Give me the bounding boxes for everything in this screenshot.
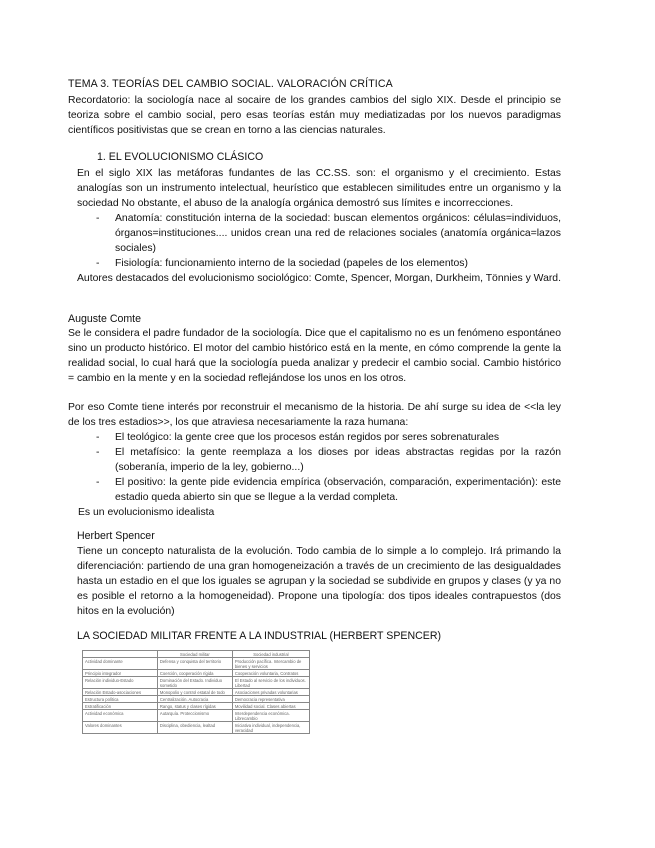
table-header-cell: Sociedad militar (157, 651, 232, 658)
table-cell: Actividad económica (83, 710, 158, 722)
section-heading-evolucionismo: 1. EL EVOLUCIONISMO CLÁSICO (97, 151, 264, 163)
comte-paragraph-1: Se le considera el padre fundador de la sociología. Dice que el capitalismo no es un fenómeno espontáneo sino un producto histórico. El motor del cambio histórico está en la mente, en cómo comprende la gente la realidad social, lo cual hará que la sociología pueda analizar y predecir el cambio social. Cambio histórico = cambio en la mente y en la sociedad reflejándose los unos en los otros. (68, 328, 561, 384)
table-cell: Relación Estado-asociaciones (83, 689, 158, 696)
table-cell: Rango, status y clases rígidas (157, 703, 232, 710)
list-item: - Anatomía: constitución interna de la sociedad: buscan elementos orgánicos: células=individuos, órganos=instituciones.... unidos crean una red de relaciones sociales (anatomía orgánica=lazos sociales) (94, 211, 561, 256)
table-cell: Monopolio y control estatal de todo (157, 689, 232, 696)
table-cell: Iniciativa individual, independencia, veracidad (232, 722, 309, 734)
table-row (83, 710, 310, 722)
table-cell: Asociaciones privadas voluntarias (232, 689, 309, 696)
table-row (83, 689, 310, 696)
table-row (83, 658, 310, 670)
table-cell: Autarquía. Proteccionismo (157, 710, 232, 722)
table-cell: Principio integrador (83, 670, 158, 677)
table-cell: Cooperación voluntaria, Contratos (232, 670, 309, 677)
list-item: - El positivo: la gente pide evidencia empírica (observación, comparación, experimentación): este estadio queda abierto sin que se llegue a la verdad completa. (94, 475, 561, 505)
society-comparison-table (82, 650, 310, 734)
table-row (83, 703, 310, 710)
spencer-heading: Herbert Spencer (77, 530, 155, 542)
table-heading: LA SOCIEDAD MILITAR FRENTE A LA INDUSTRIAL (HERBERT SPENCER) (77, 630, 441, 642)
list-item: - El metafísico: la gente reemplaza a los dioses por ideas abstractas regidas por la razón (soberanía, imperio de la ley, gobierno...) (94, 445, 561, 475)
table-cell: Disciplina, obediencia, lealtad (157, 722, 232, 734)
document-title: TEMA 3. TEORÍAS DEL CAMBIO SOCIAL. VALORACIÓN CRÍTICA (68, 78, 393, 90)
three-stages-list (94, 430, 561, 505)
evolucionismo-paragraph: En el siglo XIX las metáforas fundantes de las CC.SS. son: el organismo y el crecimiento. Estas analogías son un instrumento intelectual, heurístico que establecen similitudes entre un organismo y la sociedad No obstante, el abuso de la analogía orgánica demostró sus límites e incorrecciones. (77, 168, 561, 209)
table-header-cell: Sociedad industrial (232, 651, 309, 658)
table-cell: Valores dominantes (83, 722, 158, 734)
table-cell: Centralización. Autocracia (157, 696, 232, 703)
table-cell: Movilidad social. Clases abiertas (232, 703, 309, 710)
table-cell: Relación individuo-Estado (83, 677, 158, 689)
table-cell: Estratificación (83, 703, 158, 710)
table-cell: Estructura política (83, 696, 158, 703)
table-row (83, 696, 310, 703)
list-item: - Fisiología: funcionamiento interno de la sociedad (papeles de los elementos) (94, 256, 561, 271)
table-row (83, 722, 310, 734)
comte-closing: Es un evolucionismo idealista (78, 507, 215, 518)
organic-analogy-list (94, 211, 561, 271)
table-cell: Dominación del Estado. Individuo sometido (157, 677, 232, 689)
table-cell: Defensa y conquista del territorio (157, 658, 232, 670)
table-row (83, 670, 310, 677)
intro-paragraph: Recordatorio: la sociología nace al socaire de los grandes cambios del siglo XIX. Desde el principio se teoriza sobre el cambio social, pero esas teorías están muy mediatizadas por los nuevos paradigmas científicos positivistas que se crean en torno a las ciencias naturales. (68, 95, 561, 136)
table-header-cell (83, 651, 158, 658)
table-cell: El Estado al servicio de los individuos. Libertad (232, 677, 309, 689)
spencer-paragraph: Tiene un concepto naturalista de la evolución. Todo cambia de lo simple a lo complejo. Irá primando la diferenciación: partiendo de una gran homogeneización a través de un crecimiento de las desigualdades hasta un estadio en el que los iguales se agrupan y la sociedad se subdivide en grupos y clases (y ya no es posible el retorno a la homogeneidad). Propone una tipología: dos tipos ideales contrapuestos (dos hitos en la evolución) (77, 546, 561, 617)
table-row (83, 677, 310, 689)
table-header-row (83, 651, 310, 658)
list-item: - El teológico: la gente cree que los procesos están regidos por seres sobrenaturales (94, 430, 561, 445)
authors-paragraph: Autores destacados del evolucionismo sociológico: Comte, Spencer, Morgan, Durkheim, Tönnies y Ward. (77, 273, 561, 284)
table-cell: Coerción, cooperación rígida (157, 670, 232, 677)
section-evolucionismo (77, 166, 561, 286)
table-cell: Interdependencia económica. Librecambio (232, 710, 309, 722)
table-cell: Actividad dominante (83, 658, 158, 670)
comte-stages-block (68, 400, 561, 520)
comte-paragraph-2: Por eso Comte tiene interés por reconstruir el mecanismo de la historia. De ahí surge su idea de <<la ley de los tres estadios>>, los que atraviesa necesariamente la raza humana: (68, 402, 561, 428)
table-cell: Producción pacífica. Intercambio de bienes y servicios (232, 658, 309, 670)
table-cell: Democracia representativa (232, 696, 309, 703)
comte-heading: Auguste Comte (68, 313, 142, 325)
